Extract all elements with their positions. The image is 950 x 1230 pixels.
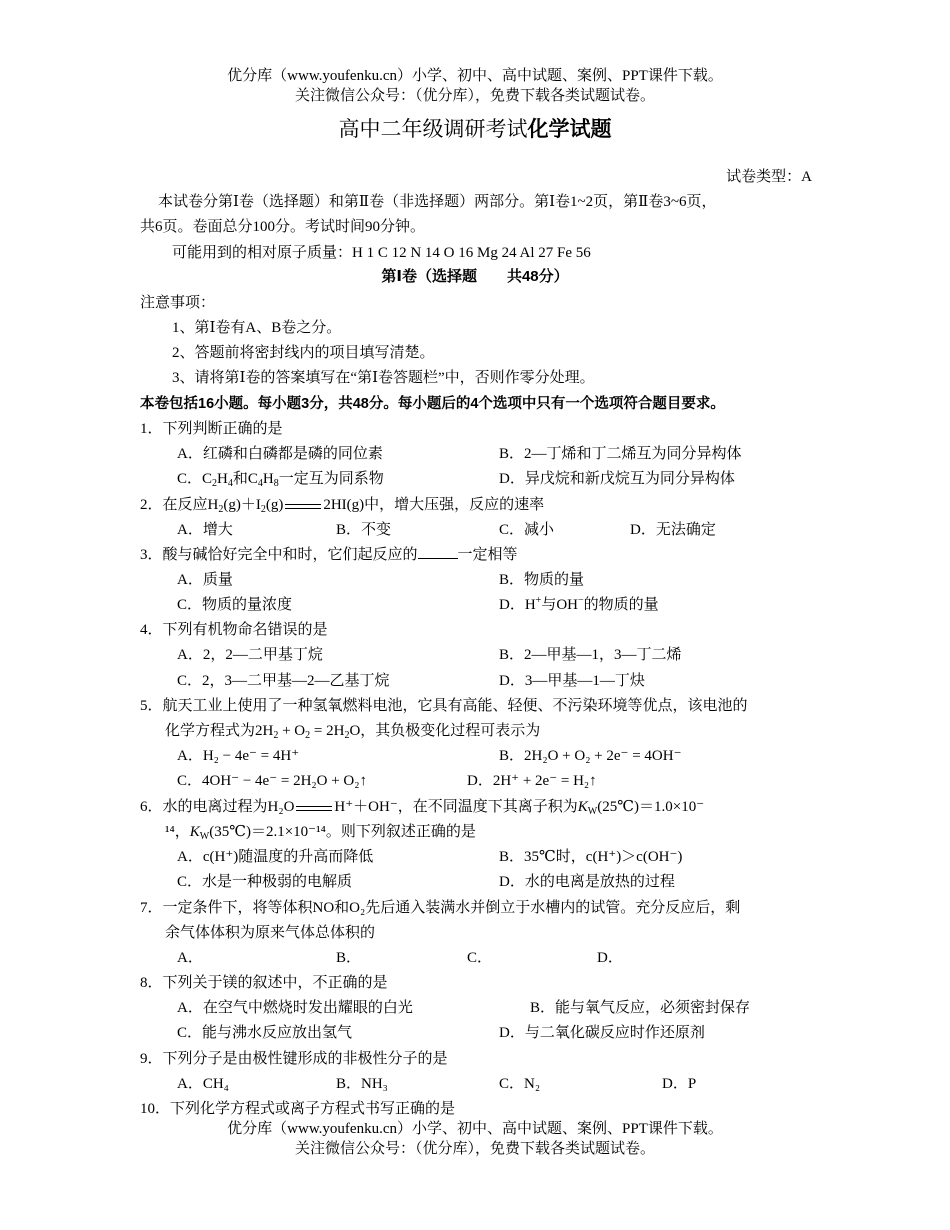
- q1-stem: 1．下列判断正确的是: [140, 421, 283, 437]
- paper-type: 试卷类型：A: [726, 169, 812, 185]
- q3-option-a: A．质量: [177, 572, 233, 588]
- answer-blank: [418, 546, 458, 559]
- q3-option-b: B．物质的量: [499, 572, 585, 588]
- q8-stem: 8．下列关于镁的叙述中，不正确的是: [140, 975, 388, 991]
- q1-option-c: C．$C_2H_4$和$C_4H_8$一定互为同系物: [177, 471, 384, 489]
- intro-line-1: 本试卷分第Ⅰ卷（选择题）和第Ⅱ卷（非选择题）两部分。第Ⅰ卷1~2页，第Ⅱ卷3~6页，: [158, 194, 717, 210]
- q8-option-c: C．能与沸水反应放出氢气: [177, 1025, 353, 1041]
- q10-stem: 10．下列化学方程式或离子方程式书写正确的是: [140, 1101, 456, 1117]
- q7-stem-2: 余气体体积为原来气体总体积的: [165, 925, 376, 941]
- notice-1: 1、第Ⅰ卷有A、B卷之分。: [172, 320, 342, 336]
- q2-option-b: B．不变: [336, 522, 392, 538]
- section-heading: 第Ⅰ卷（选择题 共48分）: [381, 268, 569, 285]
- notice-title: 注意事项：: [140, 295, 216, 311]
- q2-stem: 2．在反应$H_2(g)+I_2(g)$ 2HI(g)中，增大压强，反应的速率: [140, 497, 545, 515]
- q7-option-c: C．: [467, 950, 493, 966]
- q1-option-a: A．红磷和白磷都是磷的同位素: [177, 446, 383, 462]
- q6-stem-2: ¹⁴，$K_W(35℃)=2.1\times 10^{-14}$。则下列叙述正确的是: [165, 824, 476, 842]
- notice-3: 3、请将第Ⅰ卷的答案填写在“第Ⅰ卷答题栏”中，否则作零分处理。: [172, 370, 595, 386]
- q4-stem: 4．下列有机物命名错误的是: [140, 622, 328, 638]
- q7-option-b: B．: [336, 950, 362, 966]
- q6-option-d: D．水的电离是放热的过程: [499, 874, 675, 890]
- q7-option-a: A．: [177, 950, 203, 966]
- q8-option-b: B．能与氧气反应，必须密封保存: [530, 1000, 751, 1016]
- equilibrium-arrow-icon: [296, 803, 332, 813]
- q9-option-a: A．CH₄: [177, 1076, 229, 1092]
- footer-line-1: 优分库（www.youfenku.cn）小学、初中、高中试题、案例、PPT课件下载。: [227, 1121, 723, 1137]
- q7-stem-1: 7．一定条件下，将等体积NO和O₂先后通入装满水并倒立于水槽内的试管。充分反应后，剩: [140, 900, 741, 916]
- q4-option-d: D．3—甲基—1—丁炔: [499, 673, 645, 689]
- q6-stem-1: 6．水的电离过程为H₂O H⁺＋OH⁻，在不同温度下其离子积为$K_W(25℃)=1.0\times 10^-$: [140, 799, 705, 817]
- q3-option-c: C．物质的量浓度: [177, 597, 293, 613]
- q2-option-c: C．减小: [499, 522, 555, 538]
- equilibrium-arrow-icon: [285, 501, 321, 511]
- q2-option-a: A．增大: [177, 522, 233, 538]
- q1-option-b: B．2—丁烯和丁二烯互为同分异构体: [499, 446, 742, 462]
- q1-option-d: D．异戊烷和新戊烷互为同分异构体: [499, 471, 735, 487]
- title-normal: 高中二年级调研考试: [338, 117, 528, 141]
- q5-option-c: C．4OH⁻ − 4e⁻ = 2H₂O + O₂↑: [177, 773, 367, 789]
- q3-stem: 3．酸与碱恰好完全中和时，它们起反应的 一定相等: [140, 547, 518, 563]
- q5-option-d: D．2H⁺ + 2e⁻ = H₂↑: [467, 773, 597, 789]
- footer-line-2: 关注微信公众号：（优分库），免费下载各类试题试卷。: [294, 1141, 655, 1157]
- notice-2: 2、答题前将密封线内的项目填写清楚。: [172, 345, 435, 361]
- q7-option-d: D．: [597, 950, 623, 966]
- q5-option-b: B．2H₂O + O₂ + 2e⁻ = 4OH⁻: [499, 748, 682, 764]
- page-title: [0, 113, 950, 143]
- atomic-masses: 可能用到的相对原子质量：H 1 C 12 N 14 O 16 Mg 24 Al 27 Fe 56: [172, 245, 591, 261]
- intro-line-2: 共6页。卷面总分100分。考试时间90分钟。: [140, 219, 426, 235]
- header-line-1: 优分库（www.youfenku.cn）小学、初中、高中试题、案例、PPT课件下载。: [227, 68, 723, 84]
- header-line-2: 关注微信公众号：（优分库），免费下载各类试题试卷。: [294, 88, 655, 104]
- q4-option-a: A．2，2—二甲基丁烷: [177, 647, 323, 663]
- q9-option-d: D．P: [662, 1076, 697, 1092]
- q5-stem-2: 化学方程式为$2H_2 + O_2 = 2H_2O$，其负极变化过程可表示为: [165, 723, 541, 741]
- title-bold: 化学试题: [527, 118, 612, 141]
- q2-option-d: D．无法确定: [630, 522, 716, 538]
- q4-option-c: C．2，3—二甲基—2—乙基丁烷: [177, 673, 390, 689]
- q6-option-a: A．c(H⁺)随温度的升高而降低: [177, 849, 374, 865]
- section-instruction: 本卷包括16小题。每小题3分，共48分。每小题后的4个选项中只有一个选项符合题目要求。: [140, 396, 725, 412]
- q5-stem-1: 5．航天工业上使用了一种氢氧燃料电池，它具有高能、轻便、不污染环境等优点，该电池的: [140, 698, 748, 714]
- q9-option-b: B．NH₃: [336, 1076, 388, 1092]
- q8-option-a: A．在空气中燃烧时发出耀眼的白光: [177, 1000, 413, 1016]
- q5-option-a: A．H₂ − 4e⁻ = 4H⁺: [177, 748, 300, 764]
- q4-option-b: B．2—甲基—1，3—丁二烯: [499, 647, 682, 663]
- q8-option-d: D．与二氧化碳反应时作还原剂: [499, 1025, 705, 1041]
- q9-stem: 9．下列分子是由极性键形成的非极性分子的是: [140, 1051, 448, 1067]
- q3-option-d: D．H+与OH−的物质的量: [499, 595, 659, 613]
- q6-option-b: B．35℃时，c(H⁺)＞c(OH⁻): [499, 849, 683, 865]
- q6-option-c: C．水是一种极弱的电解质: [177, 874, 353, 890]
- q9-option-c: C．N₂: [499, 1076, 541, 1092]
